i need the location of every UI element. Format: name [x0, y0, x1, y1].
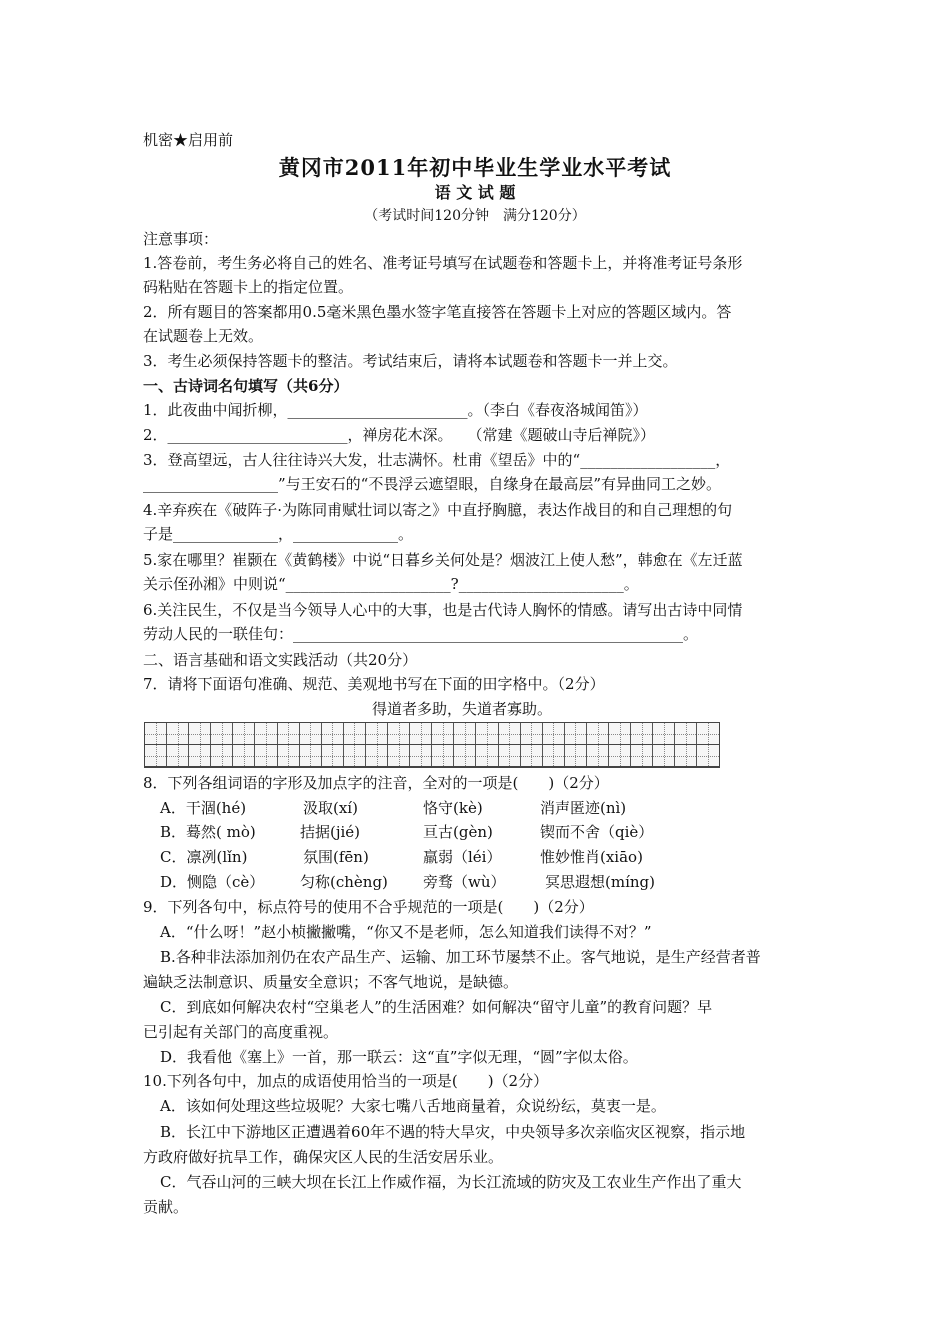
grid-cell [499, 723, 521, 744]
subject-title: 语 文 试 题 [434, 183, 516, 202]
question-line: 3．登高望远，古人往往诗兴大发，壮志满怀。杜甫《望岳》中的“__________________， [143, 451, 731, 469]
question-9: 9．下列各句中，标点符号的使用不合乎规范的一项是( )（2分） [143, 898, 594, 916]
q10-line: 贡献。 [143, 1198, 189, 1216]
grid-cell [521, 723, 543, 744]
grid-cell [233, 723, 255, 744]
grid-cell [587, 723, 609, 744]
q7-sentence: 得道者多助，失道者寡助。 [372, 700, 553, 718]
page-title: 黄冈市2011年初中毕业生学业水平考试 [278, 155, 672, 180]
q8-option: A．干涸(hé) [160, 799, 247, 817]
q8-option: 亘古(gèn) [423, 823, 493, 841]
notice-line: 码粘贴在答题卡上的指定位置。 [143, 278, 354, 296]
q8-option: 锲而不舍（qiè） [540, 823, 654, 841]
grid-cell [278, 745, 300, 766]
question-line: 4.辛弃疾在《破阵子·为陈同甫赋壮词以寄之》中直抒胸臆，表达作战目的和自己理想的句 [143, 501, 733, 519]
grid-cell [587, 745, 609, 766]
q8-option: B．蓦然( mò) [160, 823, 256, 841]
grid-cell [432, 745, 454, 766]
question-line: 劳动人民的一联佳句：____________________________________________________。 [143, 625, 699, 643]
grid-cell [653, 723, 675, 744]
question-line: 5.家在哪里？崔颢在《黄鹤楼》中说“日暮乡关何处是？烟波江上使人愁”，韩愈在《左迁蓝 [143, 551, 743, 569]
notice-heading: 注意事项： [143, 230, 219, 248]
notice-line: 在试题卷上无效。 [143, 327, 264, 345]
grid-cell [366, 723, 388, 744]
grid-cell [454, 723, 476, 744]
notice-line: 3．考生必须保持答题卡的整洁。考试结束后，请将本试题卷和答题卡一并上交。 [143, 352, 678, 370]
q9-line: B.各种非法添加剂仍在农产品生产、运输、加工环节屡禁不止。客气地说，是生产经营者普 [160, 948, 761, 966]
grid-cell [675, 723, 697, 744]
grid-cell [189, 745, 211, 766]
q8-option: 冥思遐想(míng) [545, 873, 655, 891]
q10-line: 方政府做好抗旱工作，确保灾区人民的生活安居乐业。 [143, 1148, 504, 1166]
grid-cell [211, 723, 233, 744]
notice-line: 1.答卷前，考生务必将自己的姓名、准考证号填写在试题卷和答题卡上，并将准考证号条形 [143, 254, 743, 272]
q9-line: 已引起有关部门的高度重视。 [143, 1023, 339, 1041]
grid-cell [322, 723, 344, 744]
grid-cell [477, 723, 499, 744]
question-line: 子是______________，______________。 [143, 525, 414, 543]
grid-cell [233, 745, 255, 766]
grid-cell [609, 745, 631, 766]
exam-info: （考试时间120分钟 满分120分） [364, 208, 586, 224]
grid-cell [344, 745, 366, 766]
q10-line: A．该如何处理这些垃圾呢？大家七嘴八舌地商量着，众说纷纭，莫衷一是。 [160, 1097, 666, 1115]
q9-line: C．到底如何解决农村“空巢老人”的生活困难？如何解决“留守儿童”的教育问题？早 [160, 998, 713, 1016]
q10-line: C．气吞山河的三峡大坝在长江上作威作福，为长江流域的防灾及工农业生产作出了重大 [160, 1173, 742, 1191]
grid-cell [300, 745, 322, 766]
grid-cell [256, 723, 278, 744]
question-line: 6.关注民生，不仅是当今领导人心中的大事，也是古代诗人胸怀的情感。请写出古诗中同情 [143, 601, 743, 619]
q8-option: 羸弱（léi） [423, 848, 502, 866]
grid-cell [366, 745, 388, 766]
q8-option: 氛围(fēn) [303, 848, 369, 866]
grid-cell [410, 745, 432, 766]
grid-cell [322, 745, 344, 766]
grid-cell [543, 745, 565, 766]
q8-option: 恪守(kè) [423, 799, 483, 817]
question-line: 1．此夜曲中闻折柳，________________________。（李白《春夜洛城闻笛》） [143, 401, 648, 419]
q8-option: D．恻隐（cè） [160, 873, 265, 891]
grid-cell [521, 745, 543, 766]
grid-cell [543, 723, 565, 744]
notice-line: 2．所有题目的答案都用0.5毫米黑色墨水签字笔直接答在答题卡上对应的答题区域内。答 [143, 303, 732, 321]
q9-line: A．“什么呀！”赵小桢撇撇嘴，“你又不是老师，怎么知道我们读得不对？” [160, 923, 652, 941]
grid-cell [145, 723, 167, 744]
grid-cell [388, 745, 410, 766]
grid-cell [432, 723, 454, 744]
q8-option: C．凛冽(lǐn) [160, 848, 248, 866]
q8-option: 拮据(jié) [300, 823, 361, 841]
q8-option: 汲取(xí) [303, 799, 358, 817]
grid-cell [499, 745, 521, 766]
grid-cell [609, 723, 631, 744]
grid-cell [454, 745, 476, 766]
question-line: 2．________________________，禅房花木深。 （常建《题破山寺后禅院》） [143, 426, 656, 444]
grid-cell [211, 745, 233, 766]
grid-cell [698, 723, 720, 744]
grid-cell [300, 723, 322, 744]
grid-cell [410, 723, 432, 744]
grid-cell [189, 723, 211, 744]
q8-option: 旁骛（wù） [423, 873, 506, 891]
grid-row [145, 723, 719, 745]
q8-option: 惟妙惟肖(xiāo) [540, 848, 643, 866]
grid-cell [653, 745, 675, 766]
grid-cell [565, 745, 587, 766]
section2-heading: 二、语言基础和语文实践活动（共20分） [143, 651, 418, 669]
grid-cell [698, 745, 720, 766]
q9-line: D．我看他《塞上》一首，那一联云：这“直”字似无理，“圆”字似太俗。 [160, 1048, 638, 1066]
tianzige-grid [144, 722, 720, 768]
grid-cell [344, 723, 366, 744]
grid-cell [388, 723, 410, 744]
question-10: 10.下列各句中，加点的成语使用恰当的一项是( )（2分） [143, 1072, 549, 1090]
grid-cell [256, 745, 278, 766]
grid-cell [278, 723, 300, 744]
grid-cell [167, 745, 189, 766]
grid-cell [145, 745, 167, 766]
q8-option: 消声匿迹(nì) [540, 799, 627, 817]
grid-row [145, 745, 719, 767]
grid-cell [565, 723, 587, 744]
grid-cell [631, 723, 653, 744]
question-line: 关示侄孙湘》中则说“______________________?______________________。 [143, 575, 639, 593]
grid-cell [167, 723, 189, 744]
question-line: __________________”与王安石的“不畏浮云遮望眼，自缘身在最高层”有异曲同工之妙。 [143, 475, 722, 493]
question-7: 7．请将下面语句准确、规范、美观地书写在下面的田字格中。（2分） [143, 675, 605, 693]
section1-heading: 一、古诗词名句填写（共6分） [143, 377, 349, 395]
q10-line: B．长江中下游地区正遭遇着60年不遇的特大旱灾，中央领导多次亲临灾区视察，指示地 [160, 1123, 746, 1141]
question-8: 8．下列各组词语的字形及加点字的注音，全对的一项是( )（2分） [143, 774, 609, 792]
q9-line: 遍缺乏法制意识、质量安全意识；不客气地说，是缺德。 [143, 973, 519, 991]
grid-cell [675, 745, 697, 766]
grid-cell [631, 745, 653, 766]
grid-cell [477, 745, 499, 766]
secret-label: 机密★启用前 [143, 131, 234, 149]
q8-option: 匀称(chèng) [300, 873, 388, 891]
